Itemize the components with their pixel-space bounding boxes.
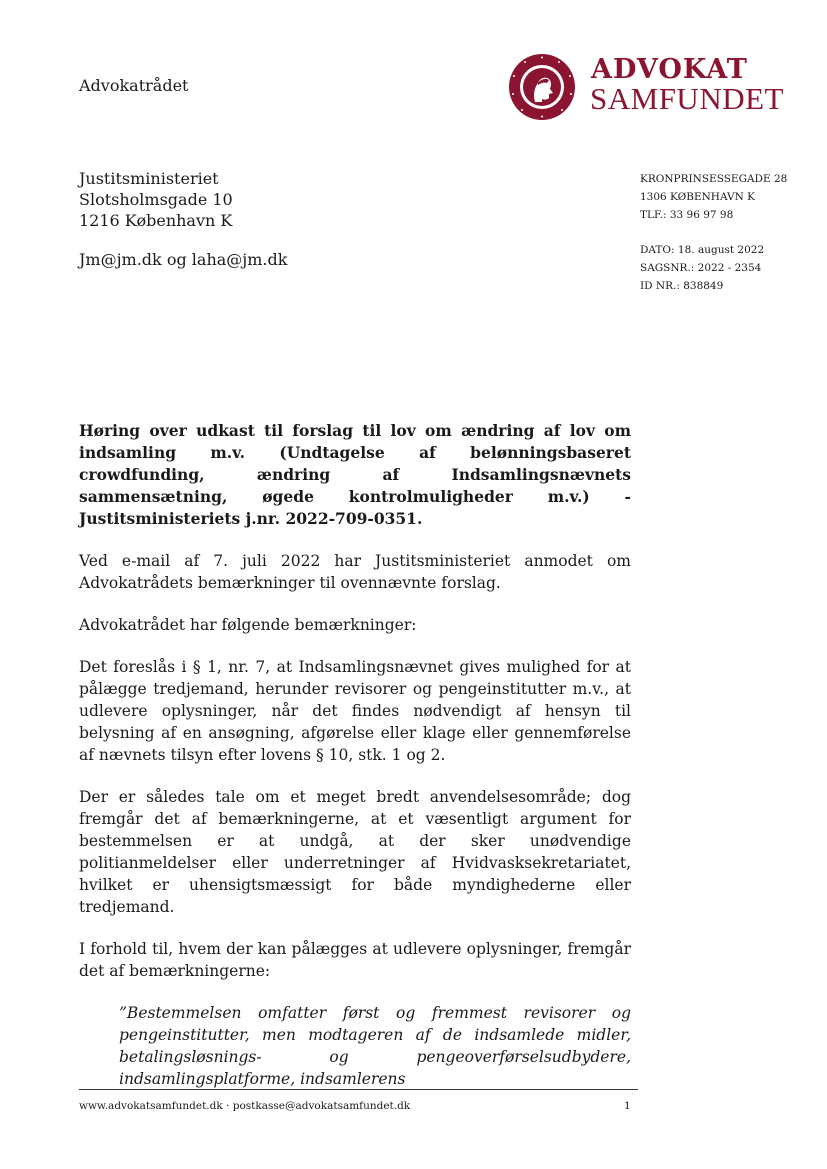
paragraph: Det foreslås i § 1, nr. 7, at Indsamlingsnævnet gives mulighed for at pålægge tredjemand, herunder revisorer og pengeinstitutter m.v., at udlevere oplysninger, når det findes nødvendigt af hensyn til belysning af en ansøgning, afgørelse eller klage eller gennemførelse af nævnets tilsyn efter lovens § 10, stk. 1 og 2. xyxy=(79,658,631,764)
recipient-line: 1216 København K xyxy=(79,211,233,230)
letter-body xyxy=(79,420,631,1090)
logo-line-advokat: ADVOKAT xyxy=(591,54,748,85)
recipient-emails: Jm@jm.dk og laha@jm.dk xyxy=(79,250,288,269)
sender-phone: TLF.: 33 96 97 98 xyxy=(640,209,734,221)
sender-city: 1306 KØBENHAVN K xyxy=(640,191,755,203)
case-number-field: SAGSNR.: 2022 - 2354 xyxy=(640,262,762,274)
date-field: DATO: 18. august 2022 xyxy=(640,244,765,256)
block-quote: ”Bestemmelsen omfatter først og fremmest revisorer og pengeinstitutter, men modtageren af de indsamlede midler, betalingsløsnings- og pengeoverførselsudbydere, indsamlingsplatforme, indsamlerens xyxy=(119,1004,631,1088)
advokatsamfundet-seal-icon xyxy=(507,52,577,122)
sender-street: KRONPRINSESSEGADE 28 xyxy=(640,173,788,185)
sender-name: Advokatrådet xyxy=(79,76,189,95)
recipient-line: Justitsministeriet xyxy=(79,169,219,188)
recipient-address xyxy=(79,168,233,231)
paragraph: I forhold til, hvem der kan pålægges at udlevere oplysninger, fremgår det af bemærkningerne: xyxy=(79,940,631,980)
page-number: 1 xyxy=(624,1100,631,1112)
footer-contact: www.advokatsamfundet.dk · postkasse@advokatsamfundet.dk xyxy=(79,1100,411,1112)
paragraph: Der er således tale om et meget bredt anvendelsesområde; dog fremgår det af bemærkningerne, at et væsentligt argument for bestemmelsen er at undgå, at der sker unødvendige politianmeldelser eller underretninger af Hvidvasksekretariatet, hvilket er uhensigtsmæssigt for både myndighederne eller tredjemand. xyxy=(79,788,631,916)
advokatsamfundet-logo xyxy=(507,52,797,122)
reference-block xyxy=(640,241,764,295)
recipient-line: Slotsholmsgade 10 xyxy=(79,190,233,209)
logo-line-samfundet: SAMFUNDET xyxy=(590,81,784,116)
footer-divider xyxy=(79,1089,638,1090)
paragraph: Advokatrådet har følgende bemærkninger: xyxy=(79,616,417,634)
paragraph: Ved e-mail af 7. juli 2022 har Justitsministeriet anmodet om Advokatrådets bemærkninger til ovennævnte forslag. xyxy=(79,552,631,592)
id-number-field: ID NR.: 838849 xyxy=(640,280,724,292)
sender-address-block xyxy=(640,170,787,224)
letter-title: Høring over udkast til forslag til lov om ændring af lov om indsamling m.v. (Undtagelse af belønningsbaseret crowdfunding, ændring af Indsamlingsnævnets sammensætning, øgede kontrolmuligheder m.v.) - Justitsministeriets j.nr. 2022-709-0351. xyxy=(79,421,631,528)
